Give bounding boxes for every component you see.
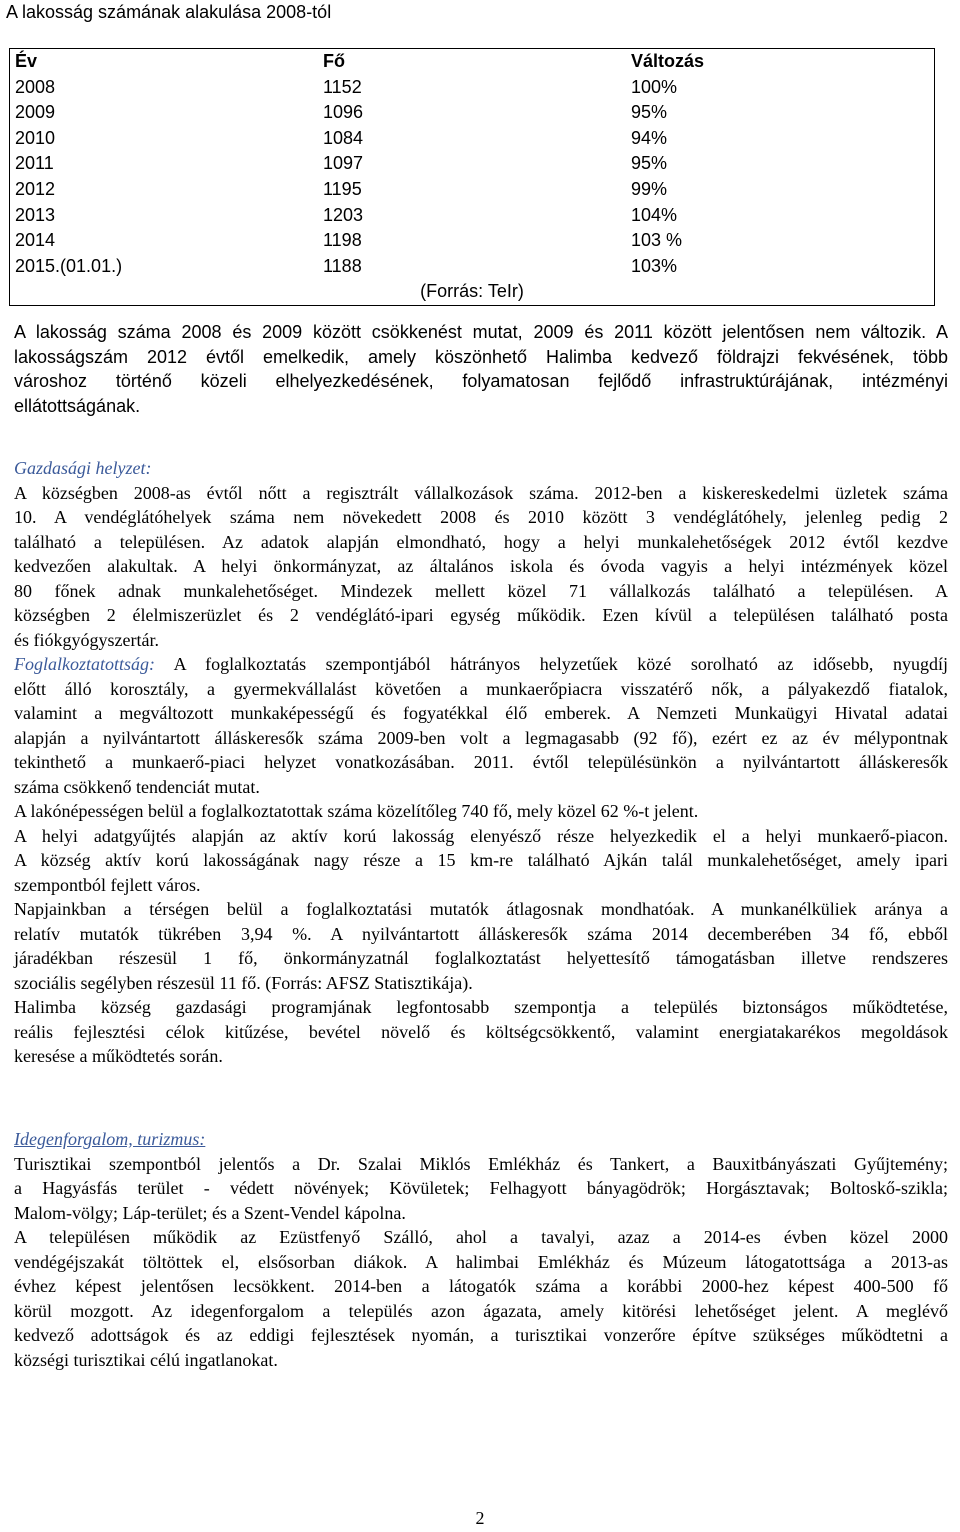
change-cell: 95%	[631, 153, 668, 174]
text-line: a Hagyásfás terület - védett növények; Kövületek; Felhagyott bányagödrök; Horgásztavak; Boltoskő-szikla;	[14, 1178, 948, 1198]
column-header-people: Fő	[323, 51, 345, 71]
intro-paragraph	[14, 320, 948, 418]
year-cell: 2012	[15, 178, 56, 199]
text-line: Halimba község gazdasági programjának legfontosabb szempontja a település biztonságos működtetése,	[14, 997, 948, 1017]
text-line: keresése a működtetés során.	[14, 1046, 223, 1066]
text-line: alapján a nyilvántartott álláskeresők száma 2009-ben volt a legmagasabb (92 fő), ezért ez az év mélypontnak	[14, 727, 948, 748]
text-line: évhez képest jelentősen lecsökkent. 2014-ben a látogatók száma a korábbi 2000-hez képest 400-500 fő	[14, 1276, 948, 1296]
column-header-change: Változás	[631, 51, 705, 71]
text-line: valamint a megváltozott munkaképességű és fogyatékkal élő emberek. A Nemzeti Munkaügyi Hivatal adatai	[14, 703, 948, 723]
text-line	[14, 652, 948, 677]
text-line: tekinthető a munkaerő-piaci helyzet vonatkozásában. 2011. évtől településünkön a nyilvántartott álláskeresők	[14, 752, 948, 772]
people-cell: 1096	[323, 102, 364, 123]
table-row	[10, 254, 935, 280]
text-line: kedvezően alakultak. A helyi önkormányzat, az általános iskola és óvoda vagyis a helyi intézmények közel	[14, 556, 948, 576]
table-row	[10, 126, 935, 152]
population-table	[9, 48, 935, 306]
text-line: lakosságszám 2012 évtől emelkedik, amely köszönhető Halimba kedvező földrajzi fekvésének, több	[14, 346, 948, 367]
text-line: szociális segélyben részesül 11 fő. (Forrás: AFSZ Statisztikája).	[14, 972, 473, 993]
change-cell: 103%	[631, 255, 678, 276]
tourism-label: Idegenforgalom, turizmus:	[14, 1129, 206, 1149]
text-line: ellátottságának.	[14, 395, 141, 416]
economy-section	[14, 456, 948, 652]
text-line: 80 főnek adnak munkalehetőséget. Mindezek mellett közel 71 vállalkozás található a településen. A	[14, 580, 948, 601]
tourism-section	[14, 1127, 948, 1372]
table-row	[10, 151, 935, 177]
text-line: A községben 2008-as évtől nőtt a regisztrált vállalkozások száma. 2012-ben a kiskereskedelmi üzletek száma	[14, 482, 948, 503]
text-line: községi turisztikai célú ingatlanokat.	[14, 1349, 278, 1370]
text-line: Malom-völgy; Láp-terület; és a Szent-Vendel kápolna.	[14, 1202, 406, 1223]
text-line: járadékban részesül 1 fő, önkormányzatnál foglalkoztatást helyettesítő támogatásban illetve rendszeres	[14, 948, 948, 968]
text-line: A településen működik az Ezüstfenyő Szálló, ahol a tavalyi, azaz a 2014-es évben közel 2000	[14, 1227, 948, 1247]
change-cell: 103 %	[631, 230, 683, 251]
text-line: előtt álló korosztály, a gyermekvállalást követően a munkaerőpiacra visszatérő nők, a pályakezdő fiatalok,	[14, 678, 948, 699]
people-cell: 1198	[323, 230, 362, 251]
change-cell: 99%	[631, 178, 668, 199]
people-cell: 1195	[323, 178, 362, 199]
table-header-row	[10, 49, 935, 75]
page-number: 2	[475, 1508, 485, 1528]
text-line: A község aktív korú lakosságának nagy része a 15 km-re található Ajkán talál munkalehetőséget, amely ipari	[14, 850, 948, 870]
year-cell: 2015.(01.01.)	[15, 255, 123, 276]
text-line: A helyi adatgyűjtés alapján az aktív korú lakosság elenyésző része helyezkedik el a helyi munkaerő-piacon.	[14, 825, 948, 846]
people-cell: 1097	[323, 153, 364, 174]
text-line: vendégéjszakát töltöttek el, elsősorban diákok. A halimbai Emlékház és Múzeum látogatottsága a 2013-as	[14, 1251, 948, 1272]
text-line: kedvező adottságok és az eddigi fejlesztések nyomán, a turisztikai vonzerőre építve szükséges működtetni a	[14, 1325, 948, 1345]
text-line: reális fejlesztési célok kitűzése, bevétel növelő és költségcsökkentő, valamint energiatakarékos megoldások	[14, 1021, 948, 1042]
economy-label: Gazdasági helyzet:	[14, 458, 152, 478]
column-header-year: Év	[15, 51, 38, 71]
table-row	[10, 100, 935, 126]
text-line: Turisztikai szempontból jelentős a Dr. Szalai Miklós Emlékház és Tankert, a Bauxitbányászati Gyűjtemény;	[14, 1153, 948, 1174]
employment-first-line: A foglalkoztatás szempontjából hátrányos helyzetűek közé sorolható az idősebb, nyugdíj	[155, 654, 948, 674]
people-cell: 1152	[323, 76, 362, 97]
people-cell: 1203	[323, 204, 364, 225]
text-line: községben 2 élelmiszerüzlet és 2 vendéglátó-ipari egység működik. Ezen kívül a településen található posta	[14, 605, 948, 625]
year-cell: 2010	[15, 127, 56, 148]
table-source: (Forrás: TeIr)	[420, 281, 524, 302]
employment-label: Foglalkoztatottság:	[14, 654, 155, 674]
text-line: szempontból fejlett város.	[14, 874, 201, 895]
year-cell: 2011	[15, 153, 54, 174]
table-row	[10, 177, 935, 203]
change-cell: 104%	[631, 204, 678, 225]
year-cell: 2013	[15, 204, 56, 225]
change-cell: 95%	[631, 102, 668, 123]
text-line: és fiókgyógyszertár.	[14, 629, 159, 650]
text-line: található a településen. Az adatok alapján elmondható, hogy a helyi munkalehetőségek 2012 évtől kezdve	[14, 531, 948, 552]
people-cell: 1188	[323, 255, 362, 276]
year-cell: 2014	[15, 230, 56, 251]
table-row	[10, 75, 935, 101]
table-row	[10, 203, 935, 229]
text-line: A lakónépességen belül a foglalkoztatottak száma közelítőleg 740 fő, mely közel 62 %-t jelent.	[14, 801, 699, 821]
table-source-row	[10, 279, 935, 305]
text-line: városhoz történő közeli elhelyezkedésének, folyamatosan fejlődő infrastruktúrájának, intézményi	[14, 371, 948, 391]
employment-section	[14, 652, 948, 1069]
table-row	[10, 228, 935, 254]
change-cell: 94%	[631, 127, 668, 148]
text-line: 10. A vendéglátóhelyek száma nem növekedett 2008 és 2010 között 3 vendéglátóhely, jelenleg pedig 2	[14, 507, 948, 527]
text-line: körül mozgott. Az idegenforgalom a település azon ágazata, amely kitörési lehetőséget jelent. A meglévő	[14, 1300, 948, 1321]
text-line: A lakosság száma 2008 és 2009 között csökkenést mutat, 2009 és 2011 között jelentősen nem változik. A	[14, 322, 948, 342]
text-line: száma csökkenő tendenciát mutat.	[14, 776, 260, 797]
change-cell: 100%	[631, 76, 678, 97]
text-line: Napjainkban a térségen belül a foglalkoztatási mutatók átlagosnak mondhatóak. A munkanélküliek aránya a	[14, 899, 948, 919]
text-line: relatív mutatók tükrében 3,94 %. A nyilvántartott álláskeresők száma 2014 decemberében 34 fő, ebből	[14, 923, 948, 944]
page-heading: A lakosság számának alakulása 2008-tól	[6, 2, 332, 22]
year-cell: 2008	[15, 76, 56, 97]
year-cell: 2009	[15, 102, 56, 123]
people-cell: 1084	[323, 127, 364, 148]
